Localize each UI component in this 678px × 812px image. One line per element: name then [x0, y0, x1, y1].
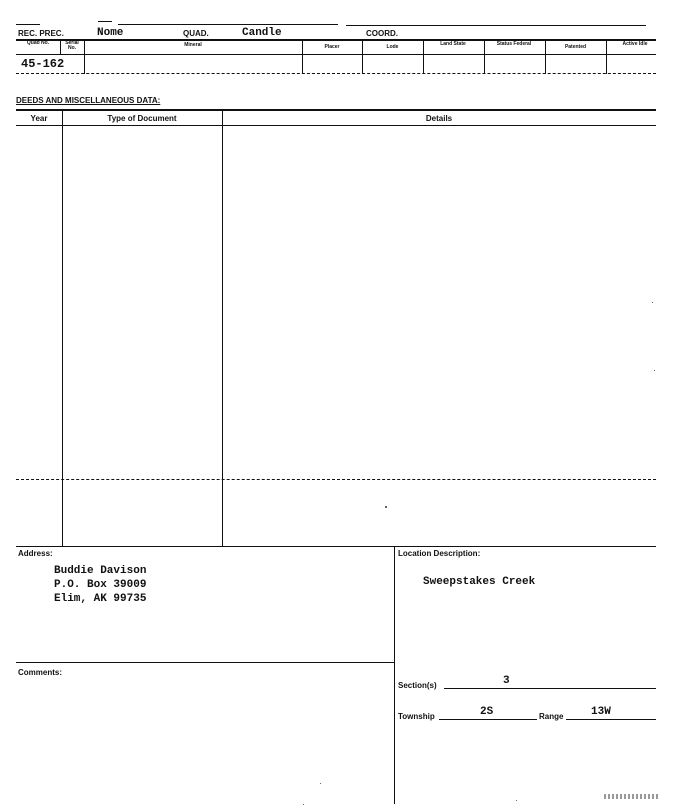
- scan-smudge: [604, 794, 660, 799]
- scan-mark-line: [118, 24, 338, 25]
- col-header-mineral: Mineral: [184, 42, 202, 48]
- table-header-rule: [16, 54, 656, 55]
- col-header-status-federal: Status Federal: [496, 41, 532, 47]
- col-header-year: Year: [30, 114, 48, 123]
- rec-prec-value: Nome: [97, 27, 124, 39]
- scan-mark-line: [98, 21, 112, 22]
- scan-mark-line: [346, 25, 646, 26]
- quad-value: Candle: [242, 27, 282, 39]
- table-top-rule: [16, 39, 656, 41]
- bottom-center-divider: [394, 546, 395, 804]
- quad-serial-value: 45-162: [21, 57, 65, 71]
- scan-speck: [303, 804, 304, 805]
- col-header-active-idle: Active Idle: [622, 41, 648, 47]
- section-underline: [444, 688, 656, 689]
- rec-prec-label: REC. PREC.: [18, 29, 64, 38]
- township-value: 2S: [480, 706, 494, 718]
- year-col-divider: [62, 110, 63, 546]
- address-line-2: P.O. Box 39009: [54, 579, 147, 591]
- quad-label: QUAD.: [183, 29, 209, 38]
- township-underline: [439, 719, 537, 720]
- table-bottom-dashed-rule: [16, 73, 656, 74]
- col-header-quad-no: Quad No.: [26, 40, 50, 46]
- scan-speck: [654, 370, 655, 371]
- deeds-header-rule: [16, 125, 656, 126]
- col-divider: [606, 40, 607, 74]
- range-label: Range: [539, 712, 564, 721]
- col-header-serial-no: Serial No.: [65, 40, 79, 51]
- type-col-divider: [222, 110, 223, 546]
- location-description-label: Location Description:: [398, 549, 481, 558]
- section-label: Section(s): [398, 681, 437, 690]
- range-value: 13W: [591, 706, 611, 718]
- comments-label: Comments:: [18, 668, 63, 677]
- col-divider: [484, 40, 485, 74]
- location-description-value: Sweepstakes Creek: [423, 576, 536, 588]
- comments-rule: [16, 662, 394, 663]
- township-label: Township: [398, 712, 435, 721]
- col-header-land-state: Land State: [440, 41, 466, 47]
- col-header-type-of-document: Type of Document: [107, 114, 177, 123]
- address-label: Address:: [18, 549, 53, 558]
- scan-mark-line: [16, 24, 40, 25]
- address-block: [54, 564, 146, 606]
- bottom-section-rule: [16, 546, 656, 547]
- section-value: 3: [503, 675, 510, 687]
- col-divider: [423, 40, 424, 74]
- col-header-lode: Lode: [386, 44, 399, 50]
- address-line-3: Elim, AK 99735: [54, 593, 147, 605]
- deeds-dashed-rule: [16, 479, 656, 480]
- address-line-1: Buddie Davison: [54, 565, 147, 577]
- col-header-placer: Placer: [324, 44, 340, 50]
- scan-speck: [652, 302, 653, 303]
- deeds-section-title: DEEDS AND MISCELLANEOUS DATA:: [16, 96, 161, 105]
- col-header-patented: Patented: [564, 44, 587, 50]
- deeds-top-rule: [16, 109, 656, 111]
- scan-speck: [385, 506, 387, 508]
- col-header-details: Details: [425, 114, 453, 123]
- scan-speck: [320, 783, 321, 784]
- scan-speck: [516, 800, 517, 801]
- coord-label: COORD.: [366, 29, 398, 38]
- range-underline: [566, 719, 656, 720]
